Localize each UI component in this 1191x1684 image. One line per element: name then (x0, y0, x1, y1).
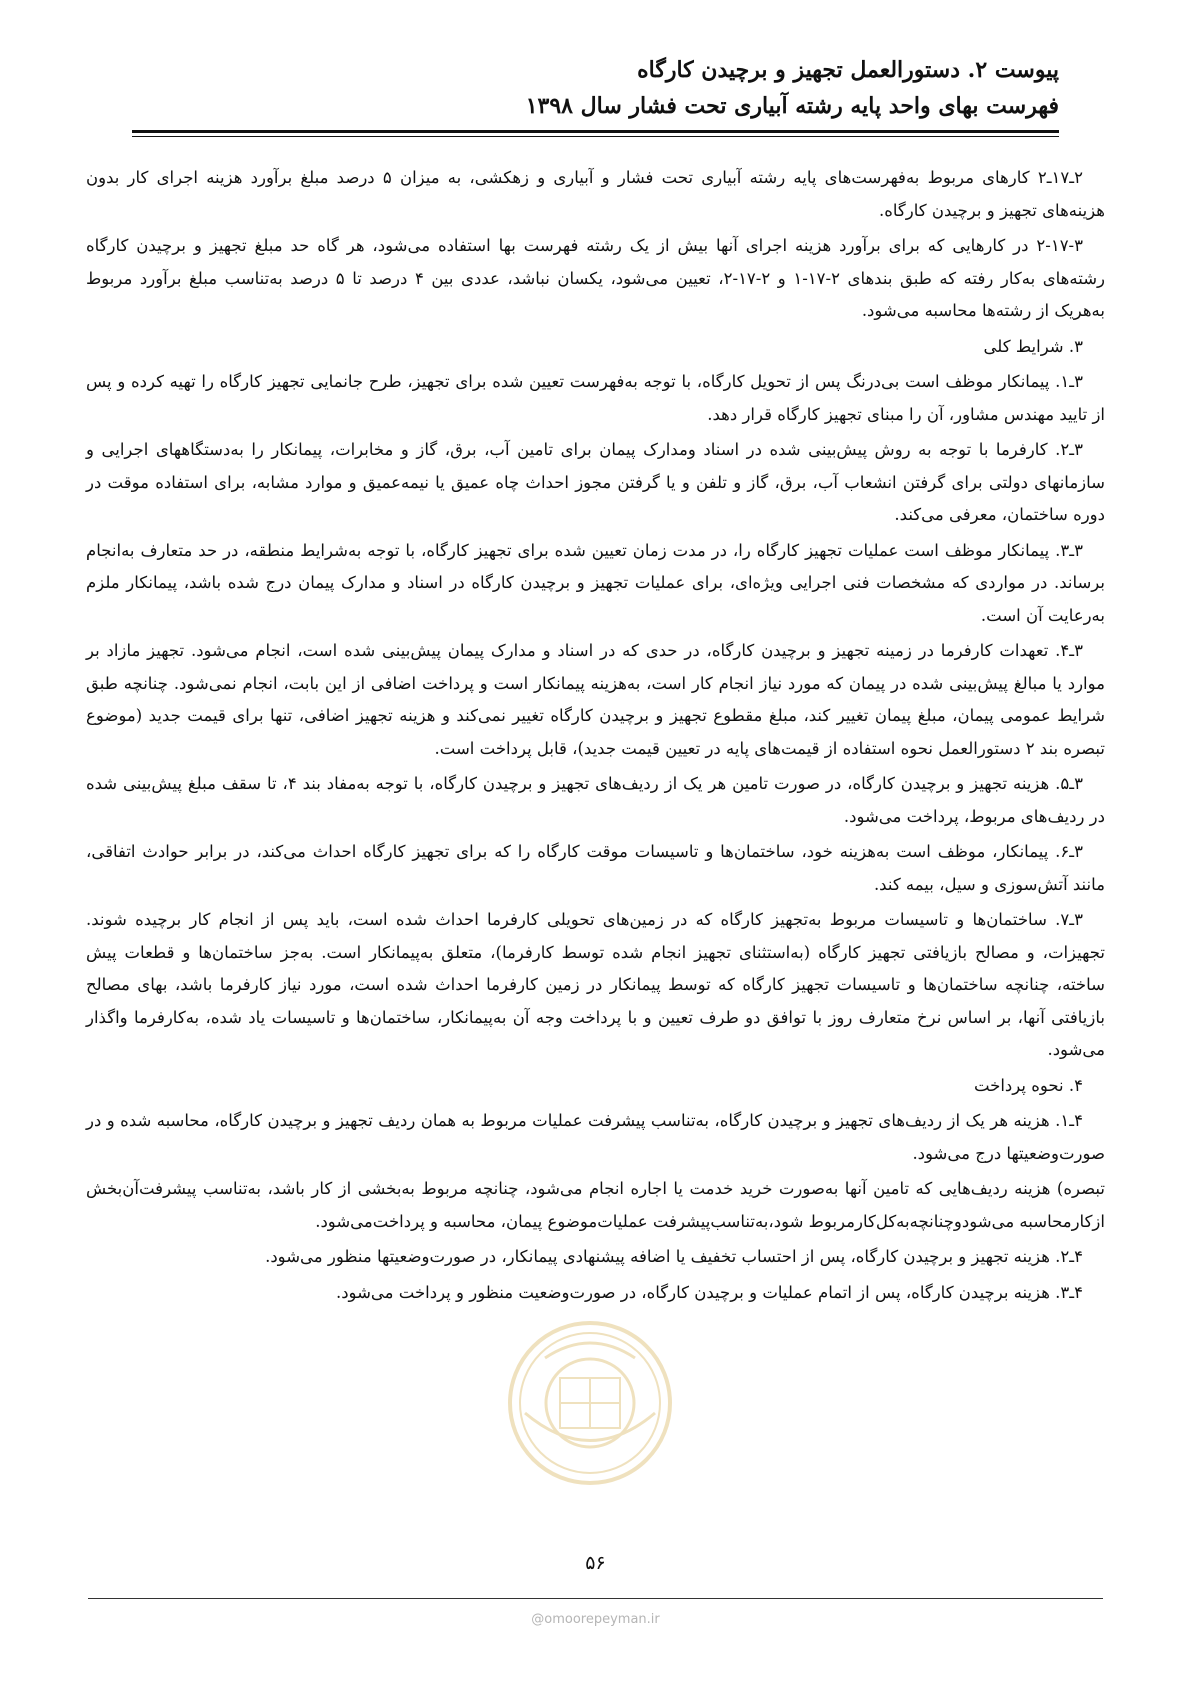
clause-paragraph: ۳ـ۱. پیمانکار موظف است بی‌درنگ پس از تحویل کارگاه، با توجه به‌فهرست تعیین شده برای تجهیز، طرح جانمایی تجهیز کارگاه را تهیه کرده و پس از تایید مهندس مشاور، آن را مبنای تجهیز کارگاه قرار دهد. (86, 372, 1105, 424)
section-heading: ۳. شرایط کلی (983, 336, 1083, 356)
clause-paragraph: ۳ـ۵. هزینه تجهیز و برچیدن کارگاه، در صورت تامین هر یک از ردیف‌های تجهیز و برچیدن کارگاه، با توجه به‌مفاد بند ۴، تا سقف مبلغ پیش‌بینی شده در ردیف‌های مربوط، پرداخت می‌شود. (86, 774, 1105, 826)
seal-logo-icon (505, 1318, 675, 1488)
footer-site: @omoorepeyman.ir (531, 1612, 660, 1627)
header-price-list-title: فهرست بهای واحد پایه رشته آبیاری تحت فشار سال ۱۳۹۸ (525, 93, 1059, 119)
clause-paragraph: ۴ـ۱. هزینه هر یک از ردیف‌های تجهیز و برچیدن کارگاه، به‌تناسب پیشرفت عملیات مربوط به همان ردیف تجهیز و برچیدن کارگاه، محاسبه شده و در صورت‌وضعیتها درج می‌شود. (86, 1111, 1105, 1163)
header-rule-thin (132, 136, 1059, 137)
page-number: ۵۶ (585, 1552, 606, 1574)
footer-rule (88, 1598, 1103, 1599)
clause-paragraph: ۴ـ۳. هزینه برچیدن کارگاه، پس از اتمام عملیات و برچیدن کارگاه، در صورت‌وضعیت منظور و پرداخت می‌شود. (335, 1282, 1083, 1302)
clause-paragraph: ۲ـ۱۷ـ۲ کارهای مربوط به‌فهرست‌های پایه رشته آبیاری تحت فشار و آبیاری و زهکشی، به میزان ۵ درصد مبلغ برآورد هزینه اجرای کار بدون هزینه‌های تجهیز و برچیدن کارگاه. (86, 168, 1105, 220)
body-text (86, 162, 1105, 1312)
clause-paragraph: ۳ـ۳. پیمانکار موظف است عملیات تجهیز کارگاه را، در مدت زمان تعیین شده برای تجهیز کارگاه، با توجه به‌شرایط منطقه، در حد متعارف به‌انجام برساند. در مواردی که مشخصات فنی اجرایی ویژه‌ای، برای عملیات تجهیز و برچیدن کارگاه در اسناد و مدارک پیمان درج شده باشد، پیمانکار ملزم به‌رعایت آن است. (86, 540, 1105, 625)
note-paragraph: تبصره) هزینه ردیف‌هایی که تامین آنها به‌صورت خرید خدمت یا اجاره انجام می‌شود، چنانچه مربوط به‌بخشی از کار باشد، به‌تناسب پیشرفت‌آن‌بخش ازکارمحاسبه می‌شودوچنانچه‌به‌کل‌کارمربوط شود،به‌تناسب‌پیشرفت عملیات‌موضوع پیمان، محاسبه و پرداخت‌می‌شود. (86, 1179, 1105, 1231)
clause-paragraph: ۳ـ۶. پیمانکار، موظف است به‌هزینه خود، ساختمان‌ها و تاسیسات موقت کارگاه را که برای تجهیز کارگاه احداث می‌کند، در برابر حوادث اتفاقی، مانند آتش‌سوزی و سیل، بیمه کند. (86, 842, 1105, 894)
section-heading: ۴. نحوه پرداخت (973, 1075, 1083, 1095)
clause-paragraph: ۴ـ۲. هزینه تجهیز و برچیدن کارگاه، پس از احتساب تخفیف یا اضافه پیشنهادی پیمانکار، در صورت‌وضعیتها منظور می‌شود. (265, 1247, 1083, 1266)
clause-paragraph: ۳ـ۴. تعهدات کارفرما در زمینه تجهیز و برچیدن کارگاه، در حدی که در اسناد و مدارک پیمان پیش‌بینی شده است، انجام می‌شود. تجهیز مازاد بر موارد یا مبالغ پیش‌بینی شده در پیمان که مورد نیاز انجام کار است، به‌هزینه پیمانکار است و پرداخت اضافی از این بابت، انجام نمی‌شود. چنانچه طبق شرایط عمومی پیمان، مبلغ پیمان تغییر کند، مبلغ مقطوع تجهیز و برچیدن کارگاه تغییر نمی‌کند و هزینه تجهیز اضافی، تنها برای قیمت جدید (موضوع تبصره بند ۲ دستورالعمل نحوه استفاده از قیمت‌های پایه در تعیین قیمت جدید)، قابل پرداخت است. (86, 641, 1105, 758)
clause-paragraph: ۲-۱۷-۳ در کارهایی که برای برآورد هزینه اجرای آنها بیش از یک رشته فهرست بها استفاده می‌شود، هر گاه حد مبلغ تجهیز و برچیدن کارگاه رشته‌های به‌کار رفته که طبق بندهای ۲-۱۷-۱ و ۲-۱۷-۲، تعیین می‌شود، یکسان نباشد، عددی بین ۴ درصد تا ۵ درصد به‌تناسب مبلغ برآورد مربوط به‌هریک از رشته‌ها محاسبه می‌شود. (86, 236, 1106, 320)
clause-paragraph: ۳ـ۷. ساختمان‌ها و تاسیسات مربوط به‌تجهیز کارگاه که در زمین‌های تحویلی کارفرما احداث شده است، باید پس از انجام کار برچیده شوند. تجهیزات، و مصالح بازیافتی تجهیز کارگاه (به‌استثنای تجهیز انجام شده توسط کارفرما)، متعلق به‌پیمانکار است. به‌جز ساختمان‌ها و قطعات پیش ساخته، چنانچه ساختمان‌ها و تاسیسات تجهیز کارگاه که توسط پیمانکار در زمین کارفرما احداث شده است، مورد نیاز کارفرما باشد، بهای مصالح بازیافتی آنها، بر اساس نرخ متعارف روز با توافق دو طرف تعیین و با پرداخت وجه آن به‌پیمانکار، ساختمان‌ها و تاسیسات یاد شده، به‌کارفرما واگذار می‌شود. (86, 910, 1105, 1059)
clause-paragraph: ۳ـ۲. کارفرما با توجه به روش پیش‌بینی شده در اسناد ومدارک پیمان برای تامین آب، برق، گاز و مخابرات، پیمانکار را به‌دستگاههای اجرایی و سازمانهای دولتی برای گرفتن انشعاب آب، برق، گاز و تلفن و یا گرفتن مجوز احداث چاه عمیق یا نیمه‌عمیق و موارد مشابه، برای استفاده موقت در دوره ساختمان، معرفی می‌کند. (86, 440, 1105, 524)
page-header (129, 52, 1059, 124)
header-appendix-title: پیوست ۲. دستورالعمل تجهیز و برچیدن کارگاه (637, 57, 1059, 83)
header-rule-thick (132, 130, 1059, 133)
